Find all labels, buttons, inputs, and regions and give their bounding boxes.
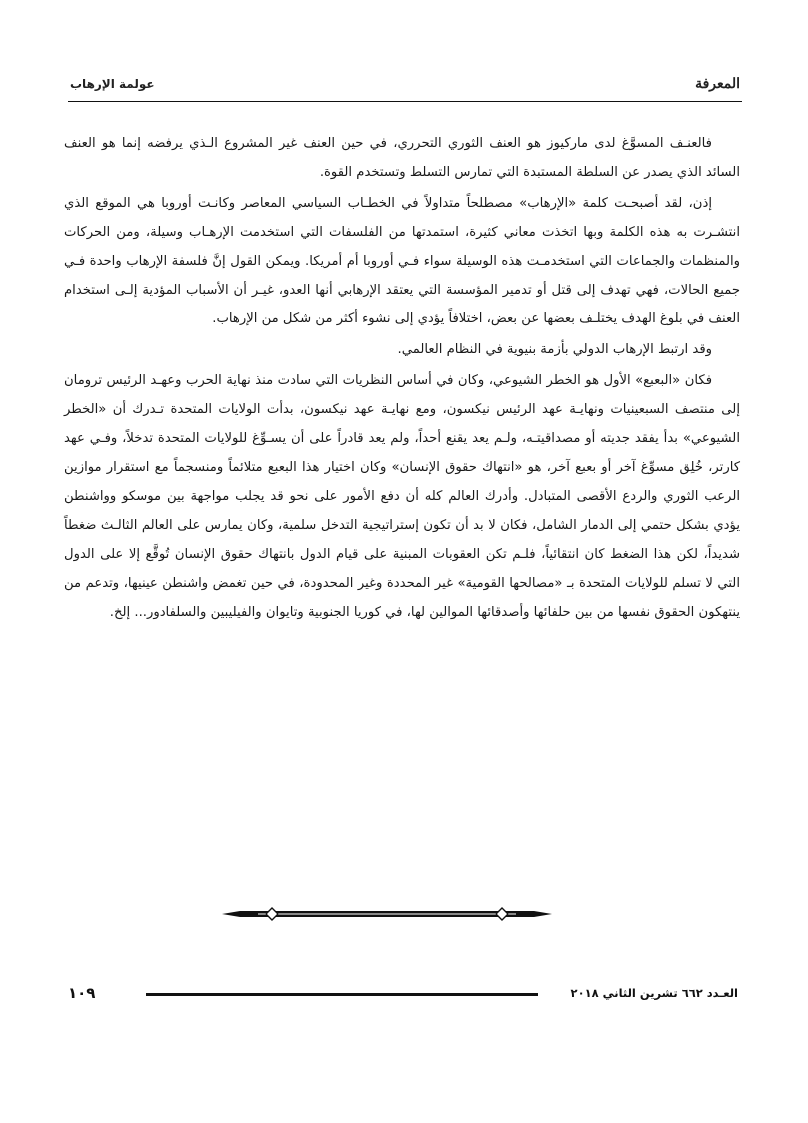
paragraph: إذن، لقد أصبحـت كلمة «الإرهاب» مصطلحاً متداولاً في الخطـاب السياسي المعاصر وكانـت أوروبا هي الموقع الذي انتشـرت به هذه الكلمة وبها اتخذت معاني كثيرة، استمدتها من الفلسفات التي استخدمت الإرهـاب وسيلة، ومن الحركات والمنظمات والجماعات التي استخدمـت هذه الوسيلة سواء فـي أوروبا أم أمريكا. ويمكن القول إنَّ فلسفة الإرهاب واحدة فـي جميع الحالات، فهي تهدف إلى قتل أو تدمير المؤسسة التي يعتقد الإرهابي أنها العدو، غيـر أن الأسباب المؤدية إلـى استخدام العنف في بلوغ الهدف يختلـف بعضها عن بعض، اختلافاً يؤدي إلى نشوء أكثر من شكل من الإرهاب. bbox=[64, 195, 740, 327]
header-divider bbox=[68, 101, 742, 102]
paragraph: فكان «البعبع» الأول هو الخطر الشيوعي، وكان في أساس النظريات التي سادت منذ نهاية الحرب وعهـد الرئيس ترومان إلى منتصف السبعينيات ونهايـة عهد الرئيس نيكسون، ومع نهايـة عهد نيكسون، بدأت الولايات المتحدة تـدرك أن «الخطر الشيوعي» بدأ يفقد جديته أو مصداقيتـه، ولـم يعد يقنع أحداً، ولم يعد قادراً على أن يسـوِّغ للولايات المتحدة تدخلاً، وفـي عهد كارتر، خُلِق مسوِّغ آخر أو بعبع آخر، هو «انتهاك حقوق الإنسان» وكان اختيار هذا البعبع متلائماً ومنسجماً مع استقرار موازين الرعب الثوري والردع الأقصى المتبادل. وأدرك العالم كله أن دفع الأمور على نحو قد يجلب مواجهة بين موسكو وواشنطن يؤدي بشكل حتمي إلى الدمار الشامل، فكان لا بد أن تكون إستراتيجية التدخل سلمية، وكان يمارس على العالم الثالـث ضغطاً شديداً، لكن هذا الضغط كان انتقائياً، فلـم تكن العقوبات المبنية على قيام الدول بانتهاك حقوق الإنسان تُوقَّع إلا على الدول التي لا تسلم للولايات المتحدة بـ «مصالحها القومية» غير المحددة وغير المحدودة، في حين تغمض واشنطن عينيها، وتدعم من ينتهكون الحقوق نفسها من بين حلفائها وأصدقائها الموالين لها، في كوريا الجنوبية وتايوان والفيليبين والسلفادور... إلخ. bbox=[64, 373, 740, 620]
section-end-ornament bbox=[222, 903, 552, 925]
issue-info: العـدد ٦٦٢ تشرين الثاني ٢٠١٨ bbox=[570, 986, 738, 1000]
article-body bbox=[64, 130, 740, 627]
magazine-logo: المعرفة bbox=[695, 76, 740, 92]
page-header bbox=[70, 76, 740, 98]
running-title: عولمة الإرهاب bbox=[70, 77, 155, 91]
footer-divider bbox=[146, 993, 538, 996]
paragraph: وقد ارتبط الإرهاب الدولي بأزمة بنيوية في النظام العالمي. bbox=[397, 342, 712, 358]
paragraph: فالعنـف المسوَّغ لدى ماركيوز هو العنف الثوري التحرري، في حين العنف غير المشروع الـذي يرفضه إنما هو العنف السائد الذي يصدر عن السلطة المستبدة التي تمارس التسلط وتستخدم القوة. bbox=[64, 136, 740, 180]
page-number: ١٠٩ bbox=[68, 984, 96, 1002]
